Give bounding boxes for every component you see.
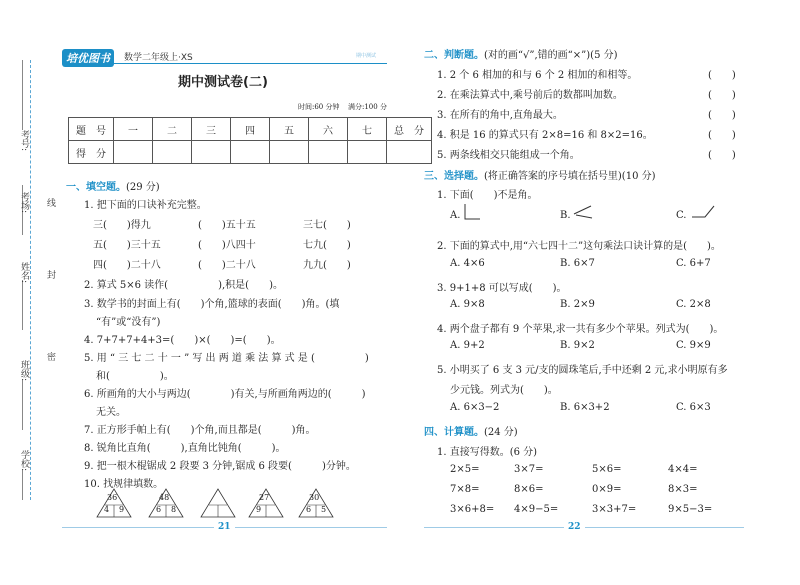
section1-heading: 一、填空题。(29 分) bbox=[66, 182, 160, 193]
score-cell: 总 分 bbox=[387, 118, 432, 141]
choice-q2-option-b: B. 6×7 bbox=[560, 258, 595, 269]
section1-q5: 5. 用 “ 三 七 二 十 一 ” 写 出 两 道 乘 法 算 式 是 ( ) bbox=[84, 353, 369, 364]
score-input-cell[interactable] bbox=[270, 141, 309, 164]
choice-q3: 3. 9+1+8 可以写成( )。 bbox=[437, 283, 567, 294]
exam-full-score: 满分:100 分 bbox=[348, 103, 387, 111]
logo: 培优图书 bbox=[62, 49, 114, 67]
calc-item: 3×3+7= bbox=[592, 504, 637, 515]
section1-q10: 10. 找规律填数。 bbox=[84, 479, 164, 490]
grid-cell: 九九( ) bbox=[303, 260, 351, 271]
choice-q2-option-c: C. 6+7 bbox=[676, 258, 711, 269]
open-angle-figure bbox=[572, 204, 594, 220]
triangle-3 bbox=[200, 488, 236, 518]
label-secret: 密 bbox=[45, 352, 55, 361]
page-number-right: 22 bbox=[564, 522, 585, 532]
triangle-4-left: 9 bbox=[256, 505, 262, 514]
score-cell: 三 bbox=[192, 118, 231, 141]
choice-q1-option-c: C. bbox=[676, 210, 687, 221]
score-cell: 四 bbox=[231, 118, 270, 141]
grid-cell: 三( )得九 bbox=[93, 220, 151, 231]
score-cell: 一 bbox=[114, 118, 153, 141]
judge-answer-4[interactable]: ( ) bbox=[708, 130, 736, 141]
score-cell: 五 bbox=[270, 118, 309, 141]
score-input-cell[interactable] bbox=[192, 141, 231, 164]
label-line: 线 bbox=[45, 198, 55, 207]
score-input-cell[interactable] bbox=[114, 141, 153, 164]
choice-q2-option-a: A. 4×6 bbox=[450, 258, 485, 269]
score-cell: 六 bbox=[309, 118, 348, 141]
grid-cell: ( )五十五 bbox=[198, 220, 256, 231]
obtuse-angle-figure bbox=[690, 204, 716, 220]
calc-item: 4×4= bbox=[668, 464, 698, 475]
section1-q7: 7. 正方形手帕上有( )个角,而且都是( )角。 bbox=[84, 425, 316, 436]
calc-item: 8×3= bbox=[668, 484, 698, 495]
calc-item: 3×7= bbox=[514, 464, 544, 475]
grid-cell: ( )二十八 bbox=[198, 260, 256, 271]
choice-q1: 1. 下面( )不是角。 bbox=[437, 190, 538, 201]
judge-item-3: 3. 在所有的角中,直角最大。 bbox=[437, 110, 563, 121]
judge-answer-3[interactable]: ( ) bbox=[708, 110, 736, 121]
choice-q5: 5. 小明买了 6 支 3 元/支的圆珠笔后,手中还剩 2 元,求小明原有多 bbox=[437, 365, 728, 376]
header-rule bbox=[62, 63, 387, 64]
score-cell: 得 分 bbox=[69, 141, 114, 164]
section1-q9: 9. 把一根木棍锯成 2 段要 3 分钟,锯成 6 段要( )分钟。 bbox=[84, 461, 356, 472]
choice-q5-option-c: C. 6×3 bbox=[676, 402, 711, 413]
grid-cell: 七九( ) bbox=[303, 240, 351, 251]
label-school: 学校: bbox=[19, 450, 29, 472]
choice-q5-option-b: B. 6×3+2 bbox=[560, 402, 610, 413]
score-table bbox=[68, 117, 432, 164]
page-number-left: 21 bbox=[214, 522, 235, 532]
score-cell: 二 bbox=[153, 118, 192, 141]
section1-q2: 2. 算式 5×6 读作( ),积是( )。 bbox=[84, 280, 283, 291]
calc-item: 0×9= bbox=[592, 484, 622, 495]
score-input-cell[interactable] bbox=[231, 141, 270, 164]
choice-q4-option-c: C. 9×9 bbox=[676, 340, 711, 351]
score-input-cell[interactable] bbox=[309, 141, 348, 164]
label-exam-no: 考号: bbox=[19, 130, 29, 152]
header-subject: 数学二年级上·XS bbox=[124, 53, 193, 63]
right-angle-figure bbox=[462, 202, 482, 222]
grid-cell: 四( )二十八 bbox=[93, 260, 161, 271]
score-cell: 七 bbox=[348, 118, 387, 141]
choice-q3-option-c: C. 2×8 bbox=[676, 299, 711, 310]
header-tag: 期中测试 bbox=[356, 53, 377, 59]
score-table-score-row bbox=[69, 141, 432, 164]
section2-heading: 二、判断题。(对的画“√”,错的画“×”)(5 分) bbox=[424, 50, 618, 61]
triangle-4-top: 27 bbox=[259, 493, 270, 502]
choice-q1-option-a: A. bbox=[450, 210, 461, 221]
score-input-cell[interactable] bbox=[387, 141, 432, 164]
triangle-1-right: 9 bbox=[119, 505, 125, 514]
calc-item: 2×5= bbox=[450, 464, 480, 475]
choice-q4-option-b: B. 9×2 bbox=[560, 340, 595, 351]
label-exam-room: 考场: bbox=[19, 192, 29, 214]
score-input-cell[interactable] bbox=[153, 141, 192, 164]
label-name: 姓名: bbox=[19, 262, 29, 284]
calc-q1: 1. 直接写得数。(6 分) bbox=[437, 447, 538, 458]
exam-title: 期中测试卷(二) bbox=[178, 75, 268, 90]
judge-answer-2[interactable]: ( ) bbox=[708, 90, 736, 101]
triangle-5-left: 6 bbox=[306, 505, 312, 514]
score-cell: 题 号 bbox=[69, 118, 114, 141]
section1-q3: 3. 数学书的封面上有( )个角,篮球的表面( )角。(填 bbox=[84, 299, 340, 310]
choice-q5-cont: 少元钱。列式为( )。 bbox=[450, 385, 558, 396]
calc-item: 9×5−3= bbox=[668, 504, 713, 515]
score-table-header-row bbox=[69, 118, 432, 141]
section1-q6: 6. 所画角的大小与两边( )有关,与所画角两边的( ) bbox=[84, 389, 366, 400]
judge-item-4: 4. 积是 16 的算式只有 2×8=16 和 8×2=16。 bbox=[437, 130, 653, 141]
judge-item-1: 1. 2 个 6 相加的和与 6 个 2 相加的和相等。 bbox=[437, 70, 638, 81]
margin-line-3 bbox=[22, 280, 23, 330]
calc-item: 5×6= bbox=[592, 464, 622, 475]
calc-item: 4×9−5= bbox=[514, 504, 559, 515]
section1-q4: 4. 7+7+7+4+3=( )×( )=( )。 bbox=[84, 335, 281, 346]
choice-q1-option-b: B. bbox=[560, 210, 571, 221]
triangle-5-right: 5 bbox=[321, 505, 327, 514]
margin-line-5 bbox=[22, 470, 23, 500]
judge-item-5: 5. 两条线相交只能组成一个角。 bbox=[437, 150, 580, 161]
label-seal: 封 bbox=[45, 270, 55, 279]
grid-cell: ( )八四十 bbox=[198, 240, 256, 251]
choice-q4: 4. 两个盘子都有 9 个苹果,求一共有多少个苹果。列式为( )。 bbox=[437, 324, 724, 335]
grid-cell: 三七( ) bbox=[303, 220, 351, 231]
judge-item-2: 2. 在乘法算式中,乘号前后的数都叫加数。 bbox=[437, 90, 623, 101]
section1-q8: 8. 锐角比直角( ),直角比钝角( )。 bbox=[84, 443, 286, 454]
margin-line-1 bbox=[22, 60, 23, 130]
judge-answer-1[interactable]: ( ) bbox=[708, 70, 736, 81]
grid-cell: 五( )三十五 bbox=[93, 240, 161, 251]
calc-item: 8×6= bbox=[514, 484, 544, 495]
section1-q1: 1. 把下面的口诀补充完整。 bbox=[84, 200, 207, 211]
calc-item: 7×8= bbox=[450, 484, 480, 495]
triangle-2-left: 6 bbox=[156, 505, 162, 514]
triangle-2-right: 8 bbox=[171, 505, 177, 514]
section1-q5-cont: 和( )。 bbox=[96, 371, 174, 382]
score-input-cell[interactable] bbox=[348, 141, 387, 164]
choice-q3-option-b: B. 2×9 bbox=[560, 299, 595, 310]
calc-item: 3×6+8= bbox=[450, 504, 495, 515]
section4-heading: 四、计算题。(24 分) bbox=[424, 427, 518, 438]
triangle-1-left: 4 bbox=[104, 505, 110, 514]
triangle-5-top: 30 bbox=[309, 493, 320, 502]
exam-time: 时间:60 分钟 bbox=[298, 103, 340, 111]
choice-q3-option-a: A. 9×8 bbox=[450, 299, 485, 310]
choice-q2: 2. 下面的算式中,用“六七四十二”这句乘法口诀计算的是( )。 bbox=[437, 241, 721, 252]
triangle-2-top: 48 bbox=[159, 493, 170, 502]
choice-q4-option-a: A. 9+2 bbox=[450, 340, 485, 351]
judge-answer-5[interactable]: ( ) bbox=[708, 150, 736, 161]
triangle-1-top: 36 bbox=[107, 493, 118, 502]
margin-line-4 bbox=[22, 380, 23, 430]
choice-q5-option-a: A. 6×3−2 bbox=[450, 402, 500, 413]
section1-q6-cont: 无关。 bbox=[96, 407, 126, 418]
label-class: 班级: bbox=[19, 360, 29, 382]
section1-q3-cont: “有”或“没有”) bbox=[96, 317, 161, 328]
section3-heading: 三、选择题。(将正确答案的序号填在括号里)(10 分) bbox=[424, 171, 656, 182]
